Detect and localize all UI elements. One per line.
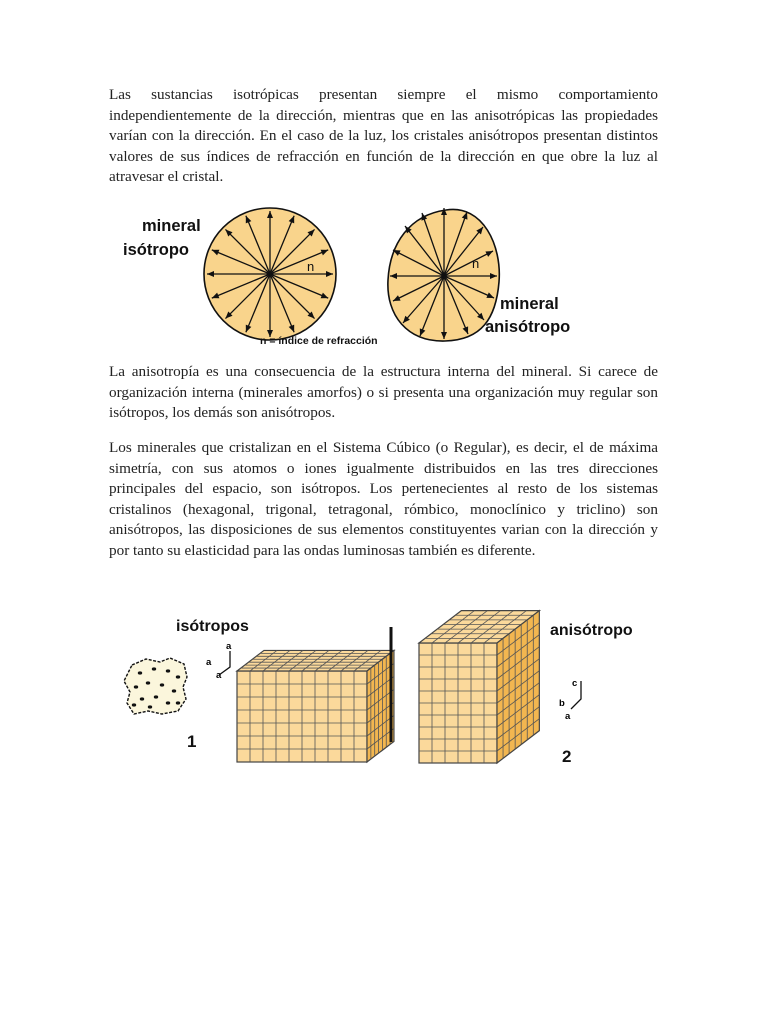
atom-dot <box>172 689 176 692</box>
figure-number-2: 2 <box>562 747 572 766</box>
crystal-structure-figure <box>110 595 650 775</box>
title-isotropos: isótropos <box>176 618 249 635</box>
anisotropic-ellipse <box>388 208 499 341</box>
axis-c-aniso: c <box>572 678 578 689</box>
refraction-index-caption: n = índice de refracción <box>260 335 378 347</box>
axis-a-vertical-iso: a <box>226 641 232 652</box>
atom-dot <box>166 701 170 704</box>
atom-dot <box>176 675 180 678</box>
paragraph-anisotropy-cause: La anisotropía es una consecuencia de la estructura interna del mineral. Si carece de organización interna (minerales amorfos) o si presenta una organización muy regular son isótropos, los demás son anisótropos. <box>109 363 658 421</box>
atom-dot <box>134 685 138 688</box>
title-anisotropo: anisótropo <box>550 622 633 639</box>
anisotropic-lattice <box>419 611 539 763</box>
isotropic-axes <box>206 641 232 681</box>
axis-a-depth-iso: a <box>216 670 222 681</box>
atom-dot <box>166 669 170 672</box>
label-mineral-isotropo-line1: mineral <box>142 217 201 235</box>
atom-dot <box>148 705 152 708</box>
label-mineral-isotropo-line2: isótropo <box>123 241 189 259</box>
atom-dot <box>176 701 180 704</box>
axis-a-aniso: a <box>565 711 571 722</box>
amorphous-mineral-blob <box>124 658 187 714</box>
atom-dot <box>146 681 150 684</box>
axis-b-aniso: b <box>559 698 565 709</box>
isotropic-circle <box>204 208 336 340</box>
atom-dot <box>132 703 136 706</box>
refraction-index-figure <box>110 200 610 350</box>
isotropic-cubic-lattice <box>237 650 394 762</box>
anisotropic-axes <box>559 678 581 722</box>
axis-a-horizontal-iso: a <box>206 657 212 668</box>
paragraph-crystal-systems: Los minerales que cristalizan en el Sistema Cúbico (o Regular), es decir, el de máxima simetría, con sus atomos o iones igualmente distribuidos en las tres direcciones principales del espacio, son isótropos. Los pertenecientes al resto de los sistemas cristalinos (hexagonal, trigonal, tetragonal, rómbico, monoclínico y triclino) son anisótropos, las disposiciones de sus elementos constituyentes varian con la dirección y por tanto su elasticidad para las ondas luminosas también es diferente. <box>109 439 658 559</box>
n-label-isotropic: n <box>307 259 315 274</box>
atom-dot <box>140 697 144 700</box>
paragraph-isotropy-intro: Las sustancias isotrópicas presentan siempre el mismo comportamiento independientemente de la dirección, mientras que en las anisotrópicas las propiedades varían con la dirección. En el caso de la luz, los cristales anisótropos presentan distintos valores de sus índices de refracción en función de la dirección en que obre la luz al atravesar el cristal. <box>109 86 658 185</box>
atom-dot <box>160 683 164 686</box>
figure-number-1: 1 <box>187 732 197 751</box>
atom-dot <box>152 667 156 670</box>
label-mineral-anisotropo-line2: anisótropo <box>485 318 571 336</box>
label-mineral-anisotropo-line1: mineral <box>500 295 559 313</box>
n-label-anisotropic: n <box>472 256 480 271</box>
atom-dot <box>154 695 158 698</box>
atom-dot <box>138 671 142 674</box>
